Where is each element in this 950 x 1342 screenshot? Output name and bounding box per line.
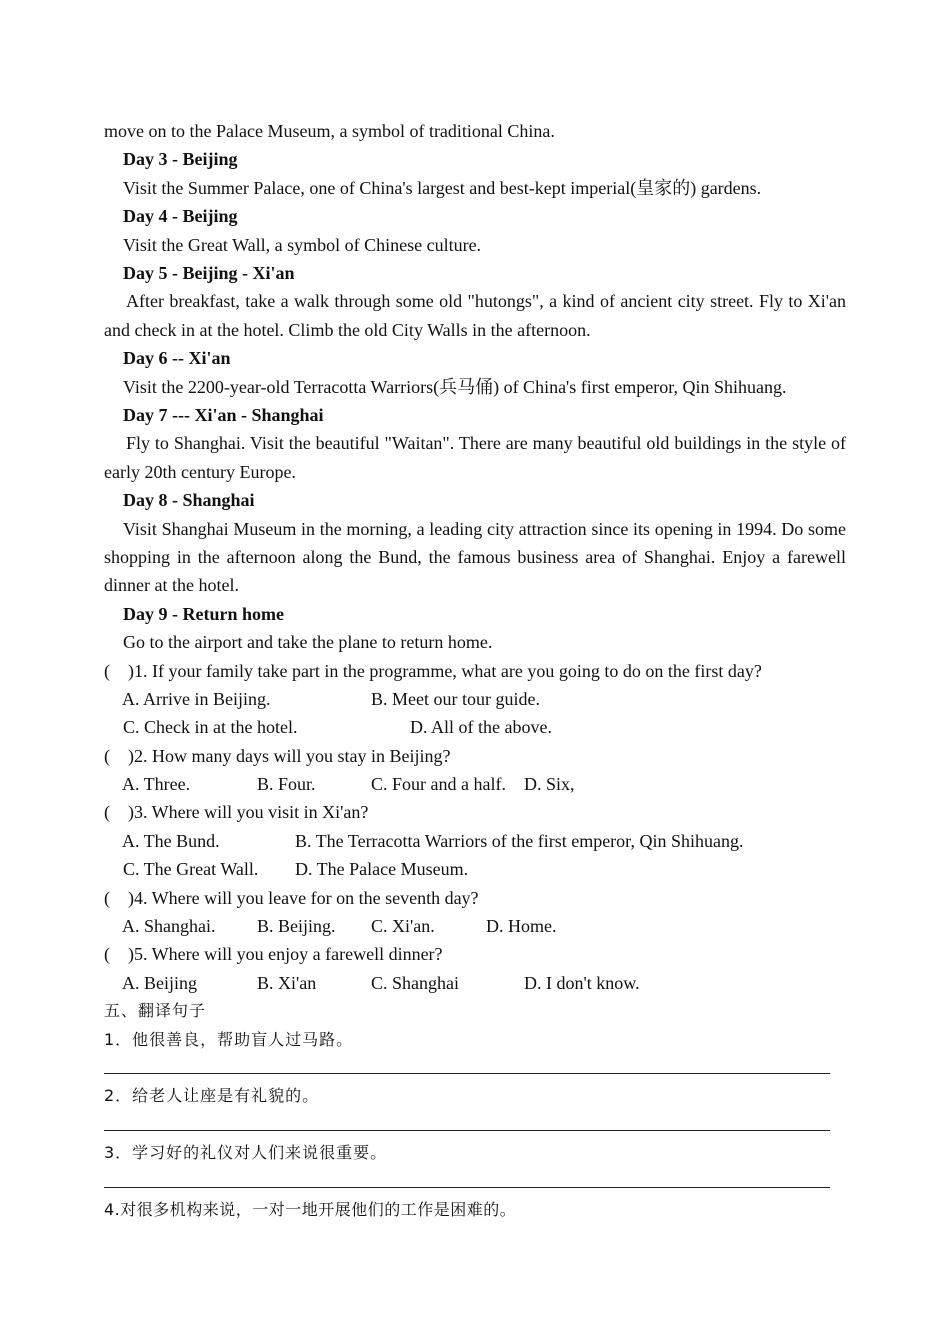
question-stem: ( )5. Where will you enjoy a farewell dinner? [104, 940, 846, 968]
answer-blank[interactable]: ( [104, 944, 110, 965]
document-body [104, 117, 846, 1224]
day-heading: Day 6 -- Xi'an [123, 348, 231, 369]
translate-item: 2．给老人让座是有礼貌的。 [104, 1086, 320, 1106]
day-heading: Day 7 --- Xi'an - Shanghai [123, 404, 324, 425]
answer-line[interactable] [104, 1168, 846, 1196]
answer-line[interactable] [104, 1111, 846, 1139]
option-d: D. Six, [524, 774, 575, 795]
option-b: B. Meet our tour guide. [371, 688, 540, 709]
question-stem: ( )1. If your family take part in the programme, what are you going to do on the first day? [104, 657, 846, 685]
day-text: Fly to Shanghai. Visit the beautiful "Waitan". There are many beautiful old buildings in the style of early 20th century Europe. [104, 433, 846, 482]
question-options [104, 770, 846, 798]
option-b: B. The Terracotta Warriors of the first emperor, Qin Shihuang. [295, 830, 744, 851]
question-options [104, 685, 846, 713]
answer-line[interactable] [104, 1054, 846, 1082]
answer-blank[interactable]: ( [104, 887, 110, 908]
question-stem: ( )4. Where will you leave for on the seventh day? [104, 884, 846, 912]
day-heading: Day 5 - Beijing - Xi'an [123, 262, 295, 283]
answer-blank[interactable]: ( [104, 660, 110, 681]
day-text: Visit the 2200-year-old Terracotta Warriors(兵马俑) of China's first emperor, Qin Shihuang. [123, 376, 787, 397]
translate-item: 3．学习好的礼仪对人们来说很重要。 [104, 1143, 388, 1163]
question-options [104, 969, 846, 997]
day-text: Go to the airport and take the plane to return home. [123, 632, 493, 653]
option-a: A. The Bund. [122, 830, 220, 851]
option-c: C. The Great Wall. [123, 859, 259, 880]
option-c: C. Four and a half. [371, 774, 506, 795]
day-text: Visit Shanghai Museum in the morning, a leading city attraction since its opening in 1994. Do some shopping in the afternoon along the Bund, the famous business area of Shanghai. Enjoy a farewell dinner at the hotel. [104, 518, 846, 596]
option-a: A. Arrive in Beijing. [122, 688, 271, 709]
option-d: D. The Palace Museum. [295, 859, 469, 880]
option-c: C. Shanghai [371, 972, 459, 993]
question-options [104, 855, 846, 883]
answer-blank[interactable]: ( [104, 745, 110, 766]
option-d: D. Home. [486, 916, 557, 937]
day-text: Visit the Summer Palace, one of China's largest and best-kept imperial(皇家的) gardens. [123, 177, 762, 198]
translate-item: 1．他很善良，帮助盲人过马路。 [104, 1029, 354, 1049]
day-heading: Day 4 - Beijing [123, 206, 238, 227]
day-heading: Day 3 - Beijing [123, 149, 238, 170]
day-text: After breakfast, take a walk through some old "hutongs", a kind of ancient city street. Fly to Xi'an and check in at the hotel. Climb the old City Walls in the afternoon. [104, 291, 846, 340]
question-options [104, 912, 846, 940]
option-c: C. Xi'an. [371, 916, 435, 937]
option-c: C. Check in at the hotel. [123, 717, 298, 738]
day-heading: Day 9 - Return home [123, 603, 284, 624]
answer-blank[interactable]: ( [104, 802, 110, 823]
option-b: B. Beijing. [257, 916, 336, 937]
option-d: D. All of the above. [410, 717, 552, 738]
question-stem: ( )2. How many days will you stay in Beijing? [104, 742, 846, 770]
option-a: A. Shanghai. [122, 916, 216, 937]
option-b: B. Four. [257, 774, 316, 795]
question-options [104, 827, 846, 855]
question-options [104, 713, 846, 741]
option-a: A. Three. [122, 774, 191, 795]
option-b: B. Xi'an [257, 972, 317, 993]
intro-line: move on to the Palace Museum, a symbol of traditional China. [104, 121, 555, 141]
day-text: Visit the Great Wall, a symbol of Chinese culture. [123, 234, 482, 255]
option-d: D. I don't know. [524, 972, 640, 993]
section-title: 五、翻译句子 [104, 1001, 207, 1021]
day-heading: Day 8 - Shanghai [123, 490, 255, 511]
option-a: A. Beijing [122, 972, 197, 993]
question-stem: ( )3. Where will you visit in Xi'an? [104, 798, 846, 826]
translate-item: 4.对很多机构来说，一对一地开展他们的工作是困难的。 [104, 1199, 517, 1219]
